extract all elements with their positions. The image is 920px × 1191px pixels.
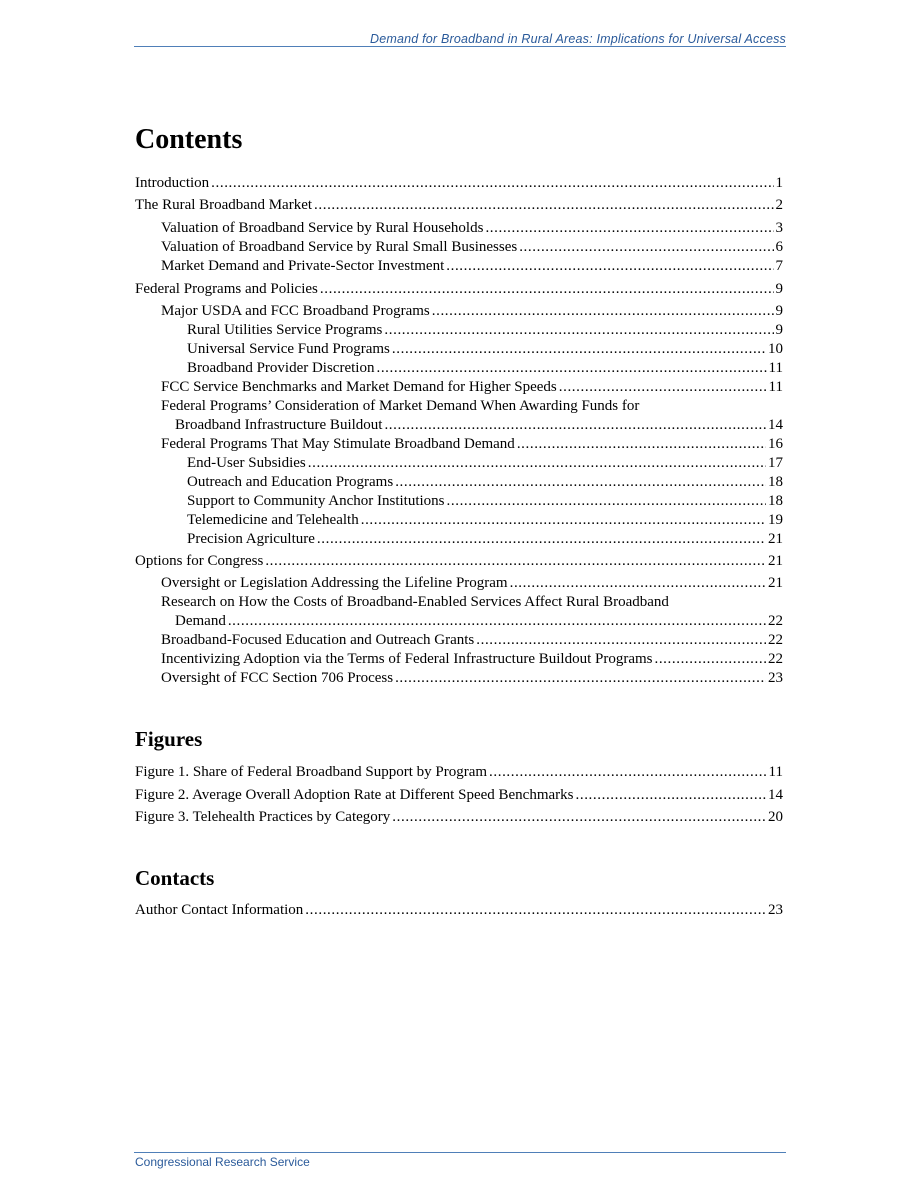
toc-page-number: 11 <box>768 360 783 376</box>
toc-page-number: 19 <box>768 512 783 528</box>
toc-page-number: 21 <box>768 575 783 591</box>
toc-entry[interactable]: Incentivizing Adoption via the Terms of Federal Infrastructure Buildout Programs ..... 22 <box>161 650 783 669</box>
toc-entry[interactable]: Oversight of FCC Section 706 Process ..... 23 <box>161 669 783 688</box>
toc-entry[interactable]: Oversight or Legislation Addressing the Lifeline Program ..... 21 <box>161 574 783 593</box>
toc-entry[interactable]: FCC Service Benchmarks and Market Demand for Higher Speeds ..... 11 <box>161 378 783 397</box>
toc-entry[interactable]: Valuation of Broadband Service by Rural Households ..... 3 <box>161 219 783 238</box>
toc-page-number: 22 <box>768 632 783 648</box>
toc-page-number: 22 <box>768 651 783 667</box>
toc-page-number: 9 <box>775 303 783 319</box>
toc-page-number: 20 <box>768 809 783 825</box>
toc-page-number: 16 <box>768 436 783 452</box>
toc-page-number: 11 <box>768 764 783 780</box>
toc-entry[interactable]: Universal Service Fund Programs ..... 10 <box>187 340 783 359</box>
toc-page-number: 22 <box>768 613 783 629</box>
toc-entry[interactable]: Major USDA and FCC Broadband Programs ..... 9 <box>161 302 783 321</box>
toc-entry[interactable]: Support to Community Anchor Institutions ..... 18 <box>187 492 783 511</box>
toc-entry[interactable]: Valuation of Broadband Service by Rural Small Businesses ..... 6 <box>161 238 783 257</box>
contacts-heading: Contacts <box>135 866 215 890</box>
contact-entry[interactable]: Author Contact Information ..... 23 <box>135 901 783 920</box>
toc-entry[interactable]: Federal Programs and Policies ..... 9 <box>135 280 783 299</box>
figure-entry[interactable]: Figure 1. Share of Federal Broadband Support by Program ..... 11 <box>135 763 783 782</box>
toc-entry[interactable]: Broadband Provider Discretion ..... 11 <box>187 359 783 378</box>
toc-entry[interactable]: Broadband-Focused Education and Outreach Grants ..... 22 <box>161 631 783 650</box>
running-header-title: Demand for Broadband in Rural Areas: Implications for Universal Access <box>369 32 786 46</box>
toc-page-number: 9 <box>775 281 783 297</box>
contents-heading: Contents <box>135 124 243 155</box>
toc-entry[interactable]: End-User Subsidies ..... 17 <box>187 454 783 473</box>
toc-page-number: 7 <box>775 258 783 274</box>
toc-entry[interactable]: Market Demand and Private-Sector Investment ..... 7 <box>161 257 783 276</box>
figure-entry[interactable]: Figure 3. Telehealth Practices by Category ..... 20 <box>135 808 783 827</box>
toc-page-number: 6 <box>775 239 783 255</box>
toc-entry[interactable]: Precision Agriculture ..... 21 <box>187 530 783 549</box>
toc-entry[interactable]: Demand ..... 22 <box>175 612 783 631</box>
toc-page-number: 18 <box>768 474 783 490</box>
toc-page-number: 17 <box>768 455 783 471</box>
footer-rule <box>134 1152 786 1153</box>
toc-page-number: 10 <box>768 341 783 357</box>
toc-entry-first-line[interactable]: Research on How the Costs of Broadband-Enabled Services Affect Rural Broadband <box>161 594 669 610</box>
toc-page-number: 9 <box>775 322 783 338</box>
toc-page-number: 23 <box>768 902 783 918</box>
figure-entry[interactable]: Figure 2. Average Overall Adoption Rate at Different Speed Benchmarks ..... 14 <box>135 786 783 805</box>
toc-entry[interactable]: Rural Utilities Service Programs ..... 9 <box>187 321 783 340</box>
toc-page-number: 21 <box>768 531 783 547</box>
toc-page-number: 3 <box>775 220 783 236</box>
toc-entry[interactable]: Introduction ..... 1 <box>135 174 783 193</box>
toc-page-number: 23 <box>768 670 783 686</box>
toc-entry[interactable]: The Rural Broadband Market ..... 2 <box>135 196 783 215</box>
toc-entry[interactable]: Federal Programs That May Stimulate Broadband Demand ..... 16 <box>161 435 783 454</box>
toc-entry[interactable]: Telemedicine and Telehealth ..... 19 <box>187 511 783 530</box>
toc-entry-first-line[interactable]: Federal Programs’ Consideration of Market Demand When Awarding Funds for <box>161 398 640 414</box>
toc-entry[interactable]: Options for Congress ..... 21 <box>135 552 783 571</box>
toc-page-number: 11 <box>768 379 783 395</box>
figures-heading: Figures <box>135 727 203 751</box>
toc-page-number: 14 <box>768 417 783 433</box>
toc-page-number: 21 <box>768 553 783 569</box>
toc-entry[interactable]: Outreach and Education Programs ..... 18 <box>187 473 783 492</box>
toc-page-number: 2 <box>775 197 783 213</box>
footer-publisher: Congressional Research Service <box>135 1155 310 1169</box>
toc-entry[interactable]: Broadband Infrastructure Buildout ..... 14 <box>175 416 783 435</box>
toc-page-number: 1 <box>775 175 783 191</box>
toc-page-number: 14 <box>768 787 783 803</box>
toc-page-number: 18 <box>768 493 783 509</box>
